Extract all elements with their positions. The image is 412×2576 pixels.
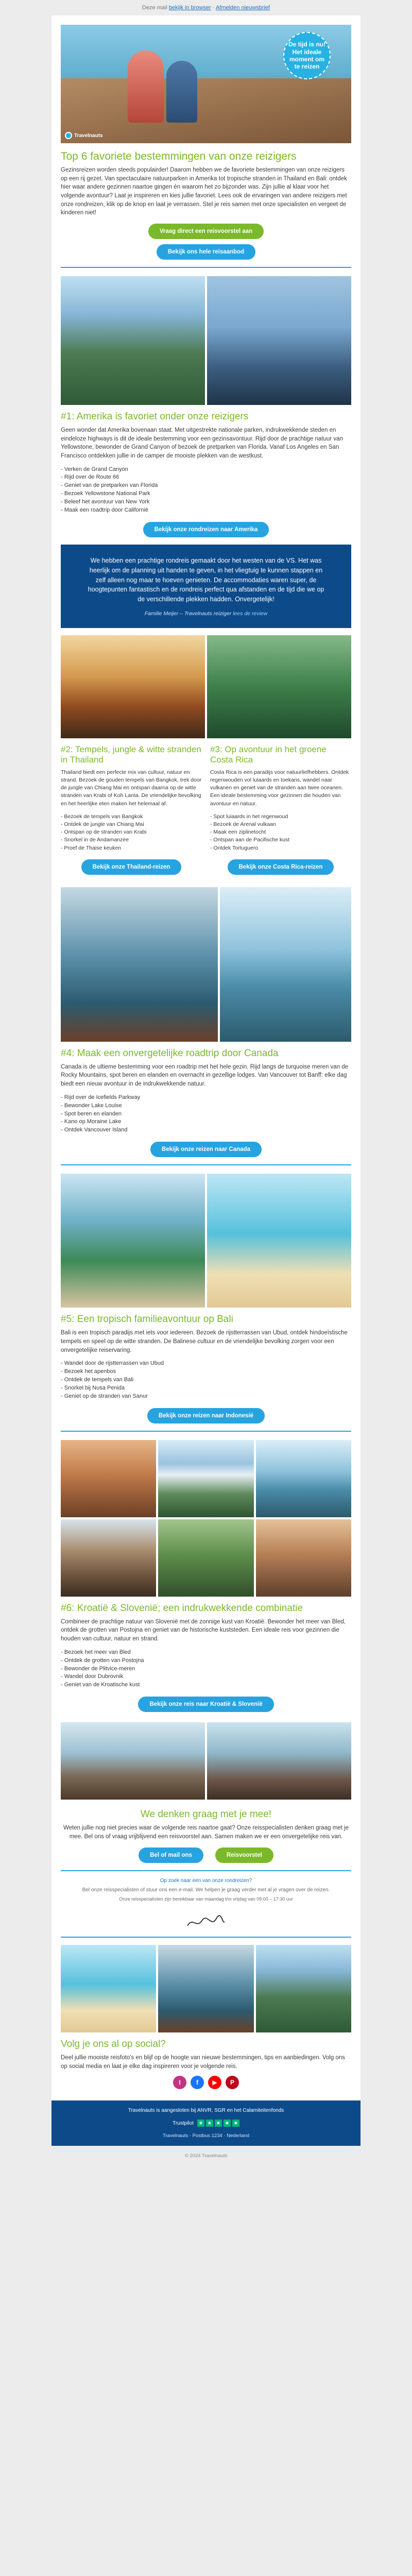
logo-icon	[65, 132, 72, 139]
costa-rica-photo	[207, 635, 351, 738]
top-note-separator: ·	[211, 5, 216, 11]
s4-list	[61, 1094, 351, 1135]
facebook-icon[interactable]: f	[191, 2076, 204, 2089]
s1-item: - Beleef het avontuur van New York	[61, 498, 351, 506]
s3-item: - Spot luiaards in het regenwoud	[210, 813, 351, 821]
s3-item: - Maak een ziplinetocht	[210, 828, 351, 836]
s6-item: - Ontdek de grotten van Postojna	[61, 1657, 351, 1665]
s3-item: - Ontspan aan de Pacifische kust	[210, 836, 351, 844]
social-photo-2	[158, 1945, 253, 2032]
youtube-icon[interactable]: ▶	[208, 2076, 221, 2089]
s5-item: - Geniet op de stranden van Sanur	[61, 1393, 351, 1401]
intro-body: Gezinsreizen worden steeds populairder! Daarom hebben we de favoriete bestemmingen van onze reizigers op een rij gezet. Van spectaculaire natuurparken in Amerika tot tropische stranden in Thailand en Bali: ontdek hier waar andere gezinnen naartoe gingen én waarom het zo bijzonder was. Zijn jullie al klaar voor het volgende avontuur? Laat je inspireren en kies jullie favoriet. Lees ook de ervaringen van andere reizigers met onze rondreizen, klik op de knop en laat je verrassen. Stel je reis samen met onze specialisten en vergeet de kinderen niet!	[61, 167, 347, 216]
s1-item: - Rijd over de Route 66	[61, 473, 351, 482]
america-photo-city	[207, 276, 351, 405]
s2-body: Thailand biedt een perfecte mix van cultuur, natuur en strand. Bezoek de gouden tempels van Bangkok, trek door de jungle van Chiang Mai en ontspan daarna op de witte stranden van Krabi of Koh Lanta. De vriendelijke bevolking en het heerlijke eten maken het helemaal af.	[61, 769, 202, 807]
social-photos	[52, 1945, 360, 2032]
review-link[interactable]: lees de review	[233, 610, 268, 617]
s2-item: - Bezoek de tempels van Bangkok	[61, 813, 202, 821]
s5-item: - Ontdek de tempels van Bali	[61, 1376, 351, 1384]
s3-item: - Bezoek de Arenal vulkaan	[210, 821, 351, 828]
s1-item: - Geniet van de pretparken van Florida	[61, 482, 351, 490]
s5-title: #5: Een tropisch familieavontuur op Bali	[61, 1314, 233, 1325]
s5-list	[61, 1360, 351, 1401]
testimonial-author	[84, 611, 328, 617]
star-icon: ★	[224, 2120, 231, 2127]
s6-body: Combineer de prachtige natuur van Slovenië met de zonnige kust van Kroatië. Bewonder het meer van Bled, ontdek de grotten van Postojna en geniet van de historische kuststeden. Een ideale reis voor gezinnen die houden van cultuur, natuur en strand.	[61, 1618, 346, 1642]
s4-item: - Rijd over de Icefields Parkway	[61, 1094, 351, 1102]
hero-badge: De tijd is nu! Het ideale moment om te reizen	[283, 32, 331, 79]
slovenia-photo-mountains	[158, 1440, 253, 1517]
s6-title: #6: Kroatië & Slovenië; een indrukwekkende combinatie	[61, 1602, 303, 1614]
s4-title: #4: Maak een onvergetelijke roadtrip door Canada	[61, 1047, 279, 1059]
top-note	[0, 0, 412, 15]
trustpilot-label: Trustpilot	[173, 2120, 194, 2126]
travelnauts-signature-icon	[185, 1913, 227, 1931]
star-icon: ★	[215, 2120, 222, 2127]
testimonial-box	[61, 545, 351, 628]
thailand-photo	[61, 635, 205, 738]
s2-title: #2: Tempels, jungle & witte stranden in Thailand	[61, 744, 201, 765]
s6-item: - Bewonder de Plitvice-meren	[61, 1665, 351, 1673]
thailand-costarica-photos	[52, 635, 360, 738]
family-photo-2	[207, 1722, 351, 1800]
america-photo-canyon	[61, 276, 205, 405]
s1-list	[61, 466, 351, 515]
star-icon: ★	[206, 2120, 213, 2127]
s6-button[interactable]: Bekijk onze reis naar Kroatië & Slovenië	[138, 1697, 273, 1712]
thailand-column	[61, 738, 202, 882]
family-photos	[52, 1722, 360, 1800]
s2-item: - Ontdek de jungle van Chiang Mai	[61, 821, 202, 828]
s4-item: - Ontdek Vancouver Island	[61, 1126, 351, 1134]
contact-body: Bel onze reisspecialisten of stuur ons een e-mail. We helpen je graag verder met al je vragen over de reizen.	[82, 1887, 330, 1893]
pinterest-icon[interactable]: P	[226, 2076, 239, 2089]
s5-button[interactable]: Bekijk onze reizen naar Indonesië	[147, 1408, 265, 1423]
canada-photo-canoe	[61, 887, 218, 1042]
social-body: Deel jullie mooiste reisfoto's en blijf op de hoogte van nieuwe bestemmingen, tips en aanbiedingen. Volg ons op social media en laat je elke dag inspireren voor je volgende reis.	[61, 2054, 345, 2070]
s3-button[interactable]: Bekijk onze Costa Rica-reizen	[228, 859, 334, 875]
s5-body: Bali is een tropisch paradijs met iets voor iedereen. Bezoek de rijstterrassen van Ubud, ontdek hindoeïstische tempels en speel op de witte stranden. De Balinese cultuur en de vriendelijke bevolking zorgen voor een onvergetelijke reiservaring.	[61, 1330, 348, 1353]
s1-body: Geen wonder dat Amerika bovenaan staat. Met uitgestrekte nationale parken, indrukwekkende steden en eindeloze highways is dit de ideale bestemming voor een gezinsavontuur. Rijd door de prachtige natuur van Yellowstone, bewonder de Grand Canyon of bezoek de pretparken van Florida. Vanaf Los Angeles en San Francisco ontdekken jullie in de camper de mooiste plekken van de westkust.	[61, 427, 343, 459]
cta-body: Weten jullie nog niet precies waar de volgende reis naartoe gaat? Onze reisspecialisten denken graag met je mee. Bel ons of vraag vrijblijvend een reisvoorstel aan. Samen maken we er een onvergetelijke reis van.	[63, 1825, 349, 1840]
croatia-photo-town	[256, 1519, 351, 1597]
footer-address: Travelnauts · Postbus 1234 · Nederland	[162, 2133, 250, 2139]
s6-item: - Wandel door Dubrovnik	[61, 1673, 351, 1681]
s4-item: - Spot beren en elanden	[61, 1110, 351, 1118]
social-photo-1	[61, 1945, 156, 2032]
s2-button[interactable]: Bekijk onze Thailand-reizen	[81, 859, 182, 875]
s1-item: - Bezoek Yellowstone National Park	[61, 490, 351, 498]
footer-links[interactable]: Travelnauts is aangesloten bij ANVR, SGR en het Calamiteitenfonds	[128, 2108, 284, 2114]
cta-title: We denken graag met je mee!	[140, 1809, 272, 1820]
s6-item: - Geniet van de Kroatische kust	[61, 1681, 351, 1689]
croatia-photo-street	[61, 1440, 156, 1517]
s4-item: - Kano op Moraine Lake	[61, 1118, 351, 1126]
logo-text: Travelnauts	[74, 132, 103, 139]
canada-photos	[52, 887, 360, 1042]
top-note-prefix: Deze mail	[142, 5, 169, 11]
s2-item: - Ontspan op de stranden van Krabi	[61, 828, 202, 836]
s3-list	[210, 813, 351, 852]
email-body	[52, 15, 360, 2100]
s3-title: #3: Op avontuur in het groene Costa Rica	[210, 744, 327, 765]
request-proposal-button[interactable]: Vraag direct een reisvoorstel aan	[148, 224, 264, 239]
s3-body: Costa Rica is een paradijs voor natuurliefhebbers. Ontdek regenwouden vol luiaards en toekans, wandel naar vulkanen en geniet van de stranden aan twee oceanen. Een ideale bestemming voor gezinnen die houden van avontuur en natuur.	[210, 769, 349, 807]
s1-item: - Maak een roadtrip door Californië	[61, 506, 351, 515]
testimonial-author-name: Familie Meijer – Travelnauts reiziger	[144, 610, 233, 617]
america-photos	[52, 276, 360, 405]
social-photo-3	[256, 1945, 351, 2032]
contact-hours: Onze reisspecialisten zijn bereikbaar van maandag t/m vrijdag van 09:00 – 17:30 uur	[119, 1896, 293, 1902]
star-icon: ★	[197, 2120, 204, 2127]
instagram-icon[interactable]: I	[173, 2076, 186, 2089]
brand-logo	[65, 132, 103, 139]
slovenia-photo-forest	[158, 1519, 253, 1597]
s6-item: - Bezoek het meer van Bled	[61, 1649, 351, 1657]
croatia-photos-row1	[52, 1440, 360, 1517]
social-title: Volg je ons al op social?	[61, 2039, 166, 2050]
s2-list	[61, 813, 202, 852]
s6-list	[61, 1649, 351, 1690]
social-icons	[52, 2076, 360, 2089]
view-all-trips-button[interactable]: Bekijk ons hele reisaanbod	[157, 244, 255, 260]
croatia-photos-row2	[52, 1519, 360, 1597]
s2-item: - Snorkel in de Andamanzee	[61, 836, 202, 844]
copyright: © 2024 Travelnauts	[184, 2153, 228, 2159]
s2-item: - Proef de Thaise keuken	[61, 844, 202, 852]
bali-photo-terraces	[61, 1174, 205, 1308]
s3-item: - Ontdek Tortuguero	[210, 844, 351, 852]
footer-bar	[52, 2100, 360, 2146]
intro-title: Top 6 favoriete bestemmingen van onze reizigers	[61, 150, 297, 162]
canada-photo-lake	[220, 887, 351, 1042]
s1-item: - Verken de Grand Canyon	[61, 466, 351, 474]
trustpilot-rating[interactable]	[173, 2120, 239, 2127]
testimonial-text: We hebben een prachtige rondreis gemaakt door het westen van de VS. Het was heerlijk om de planning uit handen te geven, in het vliegtuig te kunnen stappen en zelf alleen nog maar te hoeven genieten. De accommodaties waren super, de hoogtepunten fantastisch en de rondreis perfect qua afstanden en de tijd die we op de verschillende plekken hadden. Onvergetelijk!	[88, 557, 324, 603]
costa-rica-column	[210, 738, 351, 882]
hero-image	[61, 25, 351, 143]
s4-item: - Bewonder Lake Louise	[61, 1102, 351, 1110]
s5-item: - Wandel door de rijstterrassen van Ubud	[61, 1360, 351, 1368]
croatia-photo-cathedral	[61, 1519, 156, 1597]
s5-item: - Snorkel bij Nusa Penida	[61, 1384, 351, 1393]
s1-title: #1: Amerika is favoriet onder onze reizigers	[61, 411, 249, 422]
bali-photo-beach	[207, 1174, 351, 1308]
proposal-button[interactable]: Reisvoorstel	[215, 1848, 273, 1863]
bali-photos	[52, 1174, 360, 1308]
family-photo-1	[61, 1722, 205, 1800]
s4-button[interactable]: Bekijk onze reizen naar Canada	[150, 1142, 262, 1157]
footer-logo	[52, 1908, 360, 1937]
s5-item: - Bezoek het apenbos	[61, 1368, 351, 1376]
slovenia-photo-lake	[256, 1440, 351, 1517]
view-online-link[interactable]: bekijk in browser	[168, 5, 211, 11]
s1-button[interactable]: Bekijk onze rondreizen naar Amerika	[143, 522, 269, 537]
star-icon: ★	[232, 2120, 239, 2127]
unsubscribe-link[interactable]: Afmelden nieuwsbrief	[215, 5, 270, 11]
call-mail-button[interactable]: Bel of mail ons	[139, 1848, 203, 1863]
s4-body: Canada is de ultieme bestemming voor een roadtrip met het hele gezin. Rijd langs de turquoise meren van de Rocky Mountains, spot beren en elanden en overnacht in gezellige lodges. Van Vancouver tot Banff: elke dag biedt een nieuw avontuur in de indrukwekkende natuur.	[61, 1063, 349, 1087]
contact-question: Op zoek naar een van onze rondreizen?	[160, 1877, 252, 1884]
